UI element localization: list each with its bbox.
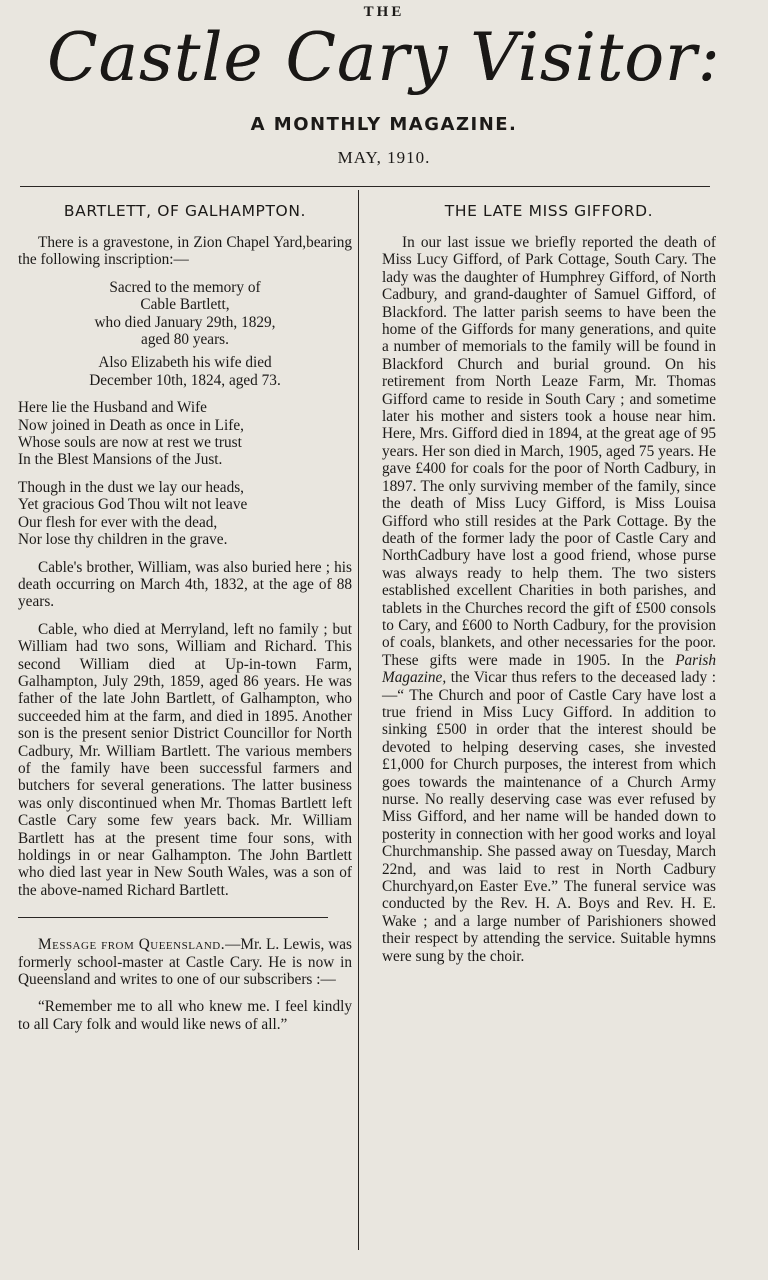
issue-date: MAY, 1910.	[337, 148, 431, 167]
body-paragraph: Cable, who died at Merryland, left no family ; but William had two sons, William and Richard. This second William died at Up-in-town Farm, Galhampton, July 29th, 1859, aged 86 years. He was father of the late John Bartlett, of Galhampton, who succeeded him at the farm, and died in 1895. Another son is the present senior District Councillor for North Cadbury, Mr. William Bartlett. The various members of the family have been successful farmers and butchers for several generations. The latter business was only discontinued when Mr. Thomas Bartlett left Castle Cary some few years back. Mr. William Bartlett has at the present time four sons, with holdings in or near Galhampton. The John Bartlett who died last year in New South Wales, was a son of the above-named Richard Bartlett.	[18, 620, 352, 899]
inscription-line: Also Elizabeth his wife died	[98, 354, 272, 372]
quote-paragraph: “Remember me to all who knew me. I feel kindly to all Cary folk and would like news of all.”	[18, 998, 352, 1033]
masthead-title: Castle Cary Visitor:	[47, 19, 721, 96]
verse-line: Whose souls are now at rest we trust	[18, 434, 242, 452]
message-body: —Mr. L. Lewis, was formerly school-master at Castle Cary. He is now in Queensland and writes to one of our subscribers :—	[18, 936, 352, 989]
verse-line: Nor lose thy children in the grave.	[18, 531, 228, 549]
column-divider	[358, 190, 359, 1250]
verse-line: In the Blest Mansions of the Just.	[18, 451, 223, 469]
verse-block	[18, 399, 352, 548]
message-heading: Message from Queensland.	[38, 936, 226, 954]
inscription-block	[18, 279, 352, 389]
section-rule	[18, 917, 328, 918]
inscription-line: Sacred to the memory of	[109, 278, 261, 296]
inscription-line: aged 80 years.	[141, 331, 229, 349]
masthead-the: THE	[363, 4, 405, 20]
inscription-line: who died January 29th, 1829,	[94, 313, 276, 331]
verse-line: Though in the dust we lay our heads,	[18, 478, 245, 496]
message-paragraph	[18, 936, 352, 988]
inscription-line: Cable Bartlett,	[140, 296, 230, 314]
body-text: In our last issue we briefly reported the death of Miss Lucy Gifford, of Park Cottage, South Cary. The lady was the daughter of Humphrey Gifford, of North Cadbury, and grand-daughter of Samuel Gifford, of Blackford. The latter parish seems to have been the home of the Giffords for many generations, and quite a number of memorials to the family will be found in Blackford Church and burial ground. On his retirement from North Leaze Farm, Mr. Thomas Gifford came to reside in South Cary ; and sometime later his mother and sisters took a house near him. Here, Mrs. Gifford died in 1894, at the great age of 95 years. Her son died in March, 1905, aged 75 years. He gave £400 for coals for the poor of North Cadbury, in 1897. The only surviving member of the family, since the death of Miss Lucy Gifford, is Miss Louisa Gifford who still resides at the Park Cottage. By the death of the former lady the poor of Castle Cary and NorthCadbury have lost a good friend, whose purse was always ready to help them. The two sisters established excellent Charities in both parishes, and tablets in the Churches record the gift of £500 consols to Cary, and £600 to North Cadbury, for the provision of coals, blankets, and other necessaries for the poor. These gifts were made in 1905. In the	[382, 234, 716, 669]
verse-line: Yet gracious God Thou wilt not leave	[18, 496, 248, 514]
verse-line: Now joined in Death as once in Life,	[18, 416, 244, 434]
body-text: the Vicar thus refers to the deceased lady :—“ The Church and poor of Castle Cary have lost a true friend in Miss Lucy Gifford. In addition to sinking £500 in order that the interest should be devoted to helping deserving cases, she invested £1,000 for Church purposes, the interest from which goes towards the maintenance of a Church Army nurse. No really deserving case was ever refused by Miss Gifford, and her name will be handed down to posterity in connection with her good works and loyal Churchmanship. She passed away on Tuesday, March 22nd, and was laid to rest in North Cadbury Churchyard,on Easter Eve.” The funeral service was conducted by the Rev. H. A. Boys and Rev. H. E. Wake ; and a large number of Parishioners showed their respect by attending the service. Suitable hymns were sung by the choir.	[382, 669, 716, 965]
gifford-paragraph	[382, 234, 716, 965]
header-rule	[20, 186, 710, 187]
intro-paragraph: There is a gravestone, in Zion Chapel Yard,bearing the following inscription:—	[18, 234, 352, 269]
left-column	[18, 196, 352, 1033]
masthead-subtitle: A MONTHLY MAGAZINE.	[250, 114, 518, 135]
article-heading-gifford: THE LATE MISS GIFFORD.	[444, 202, 654, 220]
verse-line: Our flesh for ever with the dead,	[18, 513, 218, 531]
inscription-line: December 10th, 1824, aged 73.	[89, 371, 281, 389]
verse-line: Here lie the Husband and Wife	[18, 399, 207, 417]
article-heading-bartlett: BARTLETT, OF GALHAMPTON.	[63, 202, 307, 220]
right-column	[382, 196, 716, 965]
body-paragraph: Cable's brother, William, was also buried here ; his death occurring on March 4th, 1832, at the age of 88 years.	[18, 558, 352, 611]
body-italic: Parish Magazine,	[382, 651, 716, 687]
